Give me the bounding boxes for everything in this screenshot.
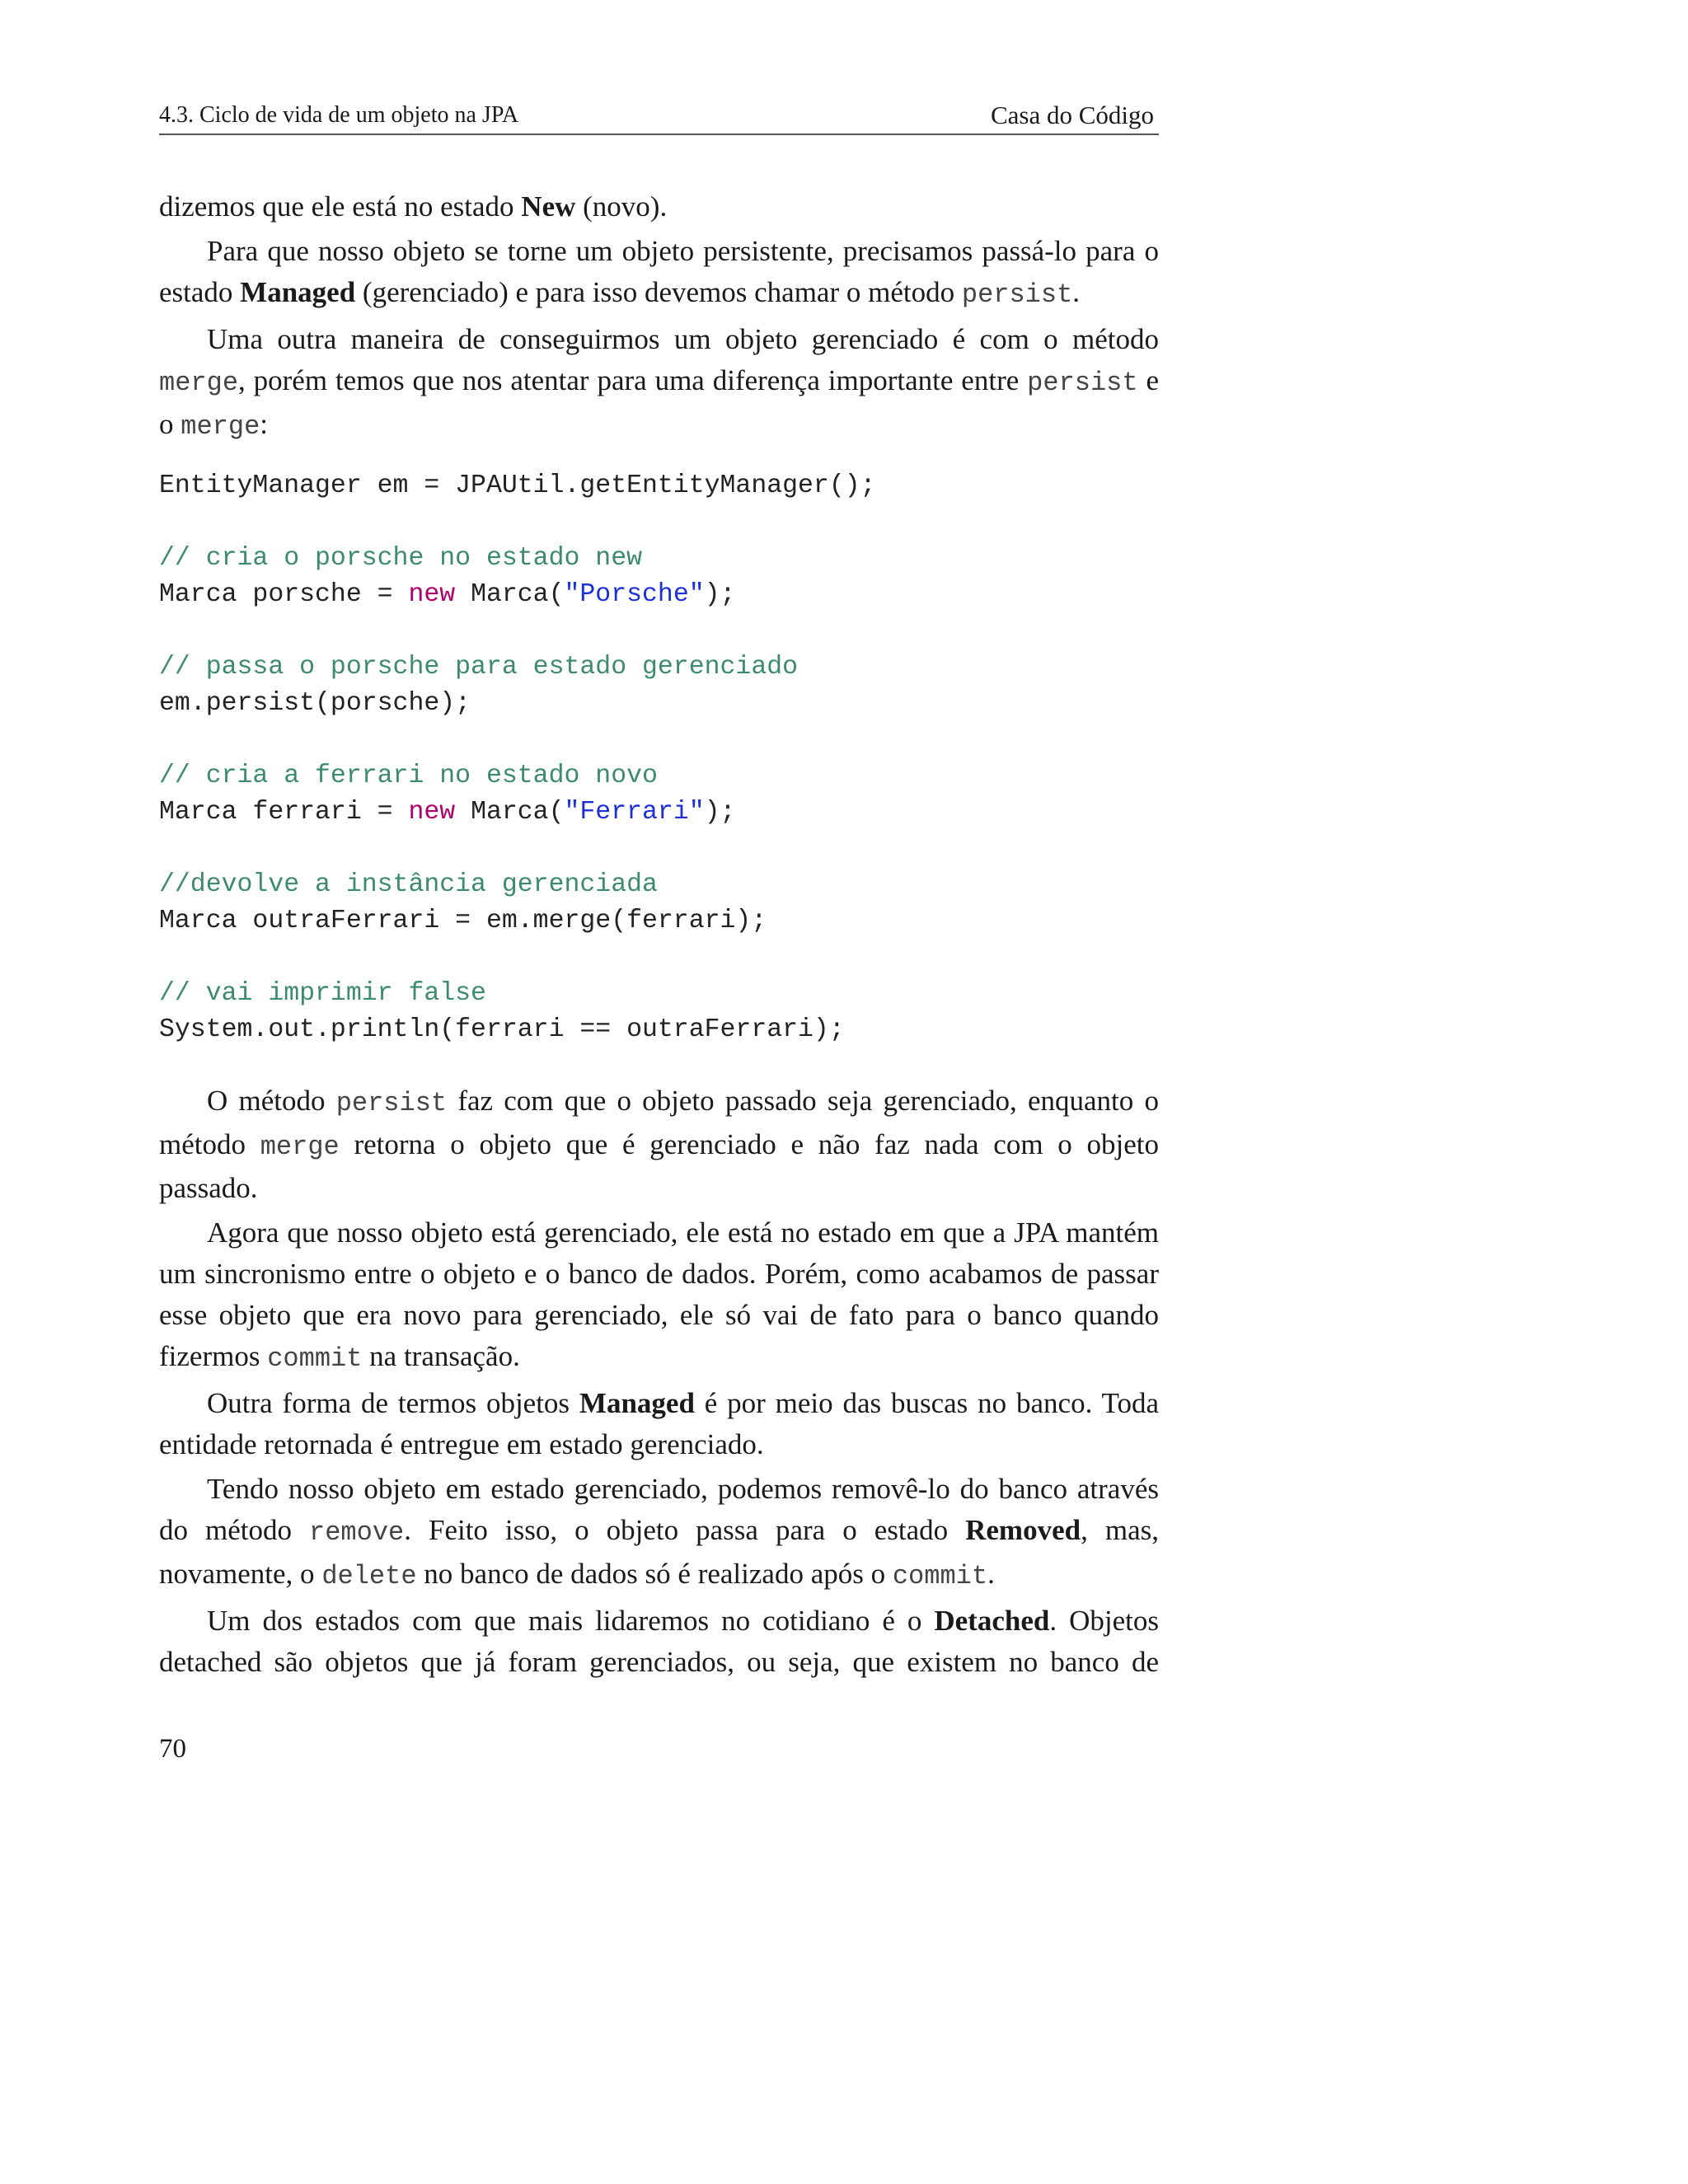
paragraph [159, 1212, 1159, 1380]
inline-code: merge [181, 411, 260, 442]
inline-code: persist [1027, 368, 1138, 398]
code-line [159, 798, 735, 827]
code-comment: //devolve a instância gerenciada [159, 870, 658, 899]
paragraph [159, 1080, 1159, 1209]
running-header [159, 97, 1159, 135]
paragraph [159, 1383, 1159, 1465]
text-run: , mas, novamente, o [159, 1514, 1159, 1590]
paragraph [159, 319, 1159, 448]
code-line: em.persist(porsche); [159, 689, 471, 718]
text-run: e o [159, 364, 1160, 440]
text-run: Tendo nosso objeto em estado gerenciado, podemos removê-lo do banco através do método [159, 1473, 1159, 1546]
inline-code: remove [309, 1517, 405, 1548]
text-run: Agora que nosso objeto está gerenciado, ele está no estado em que a JPA mantém um sincronismo entre o objeto e o banco de dados. Porém, como acabamos de passar esse objeto que era novo para gerenciado, ele só vai de fato para o banco quando fizermos [159, 1216, 1159, 1372]
text-run: , porém temos que nos atentar para uma diferença importante entre [238, 364, 1028, 396]
page-number: 70 [159, 1734, 186, 1764]
text-run: . [1072, 276, 1081, 308]
text-run: . [987, 1558, 995, 1590]
bold-term: Managed [579, 1387, 695, 1419]
paragraph [159, 186, 1159, 227]
code-token: Marca( [455, 798, 565, 827]
code-string: "Ferrari" [564, 798, 705, 827]
text-run: é por meio das buscas no banco. Toda entidade retornada é entregue em estado gerenciado. [159, 1387, 1160, 1460]
code-token: ); [704, 798, 736, 827]
text-run: faz com que o objeto passado seja gerenciado, enquanto o método [159, 1085, 1159, 1160]
code-line [159, 580, 735, 609]
book-page [159, 0, 1159, 2184]
bold-term: Detached [934, 1605, 1050, 1637]
section-title: 4.3. Ciclo de vida de um objeto na JPA [159, 102, 519, 128]
code-token: ); [704, 580, 736, 609]
text-run: Um dos estados com que mais lidaremos no cotidiano é o [207, 1605, 935, 1637]
publisher-name: Casa do Código [990, 101, 1154, 129]
code-line: System.out.println(ferrari == outraFerrari); [159, 1015, 845, 1044]
text-run: no banco de dados só é realizado após o [416, 1558, 893, 1590]
text-run: (novo). [575, 190, 668, 223]
inline-code: delete [321, 1561, 417, 1591]
body-text-top [159, 186, 1159, 451]
text-run: na transação. [362, 1340, 520, 1372]
inline-code: persist [335, 1088, 448, 1118]
text-run: dizemos que ele está no estado [159, 190, 522, 223]
text-run: retorna o objeto que é gerenciado e não faz nada com o objeto passado. [159, 1128, 1160, 1204]
text-run: . Feito isso, o objeto passa para o estado [404, 1514, 966, 1546]
code-comment: // cria a ferrari no estado novo [159, 762, 658, 790]
code-keyword: new [408, 798, 456, 827]
paragraph [159, 1469, 1159, 1597]
code-string: "Porsche" [564, 580, 705, 609]
text-run: O método [207, 1085, 336, 1117]
code-line: EntityManager em = JPAUtil.getEntityManager(); [159, 471, 876, 500]
text-run: : [260, 408, 268, 440]
inline-code: merge [260, 1132, 340, 1162]
paragraph [159, 231, 1159, 316]
inline-code: commit [892, 1561, 988, 1591]
inline-code: commit [267, 1343, 363, 1374]
code-keyword: new [408, 580, 456, 609]
code-token: Marca( [455, 580, 565, 609]
bold-term: New [521, 190, 576, 223]
bold-term: Managed [240, 276, 356, 308]
text-run: Uma outra maneira de conseguirmos um objeto gerenciado é com o método [207, 323, 1159, 355]
bold-term: Removed [965, 1514, 1081, 1546]
code-comment: // vai imprimir false [159, 979, 486, 1008]
inline-code: merge [159, 368, 239, 398]
code-comment: // cria o porsche no estado new [159, 544, 642, 573]
inline-code: persist [961, 279, 1073, 310]
text-run: (gerenciado) e para isso devemos chamar o método [355, 276, 962, 308]
text-run: . Objetos detached são objetos que já foram gerenciados, ou seja, que existem no banco de [159, 1605, 1159, 1678]
code-token: Marca porsche = [159, 580, 409, 609]
text-run: Para que nosso objeto se torne um objeto persistente, precisamos passá-lo para o estado [159, 235, 1159, 308]
code-line: Marca outraFerrari = em.merge(ferrari); [159, 907, 767, 935]
code-token: Marca ferrari = [159, 798, 409, 827]
code-comment: // passa o porsche para estado gerenciado [159, 653, 799, 682]
body-text-bottom [159, 1080, 1159, 1686]
code-listing [159, 468, 1159, 1048]
text-run: Outra forma de termos objetos [207, 1387, 579, 1419]
paragraph [159, 1601, 1159, 1683]
